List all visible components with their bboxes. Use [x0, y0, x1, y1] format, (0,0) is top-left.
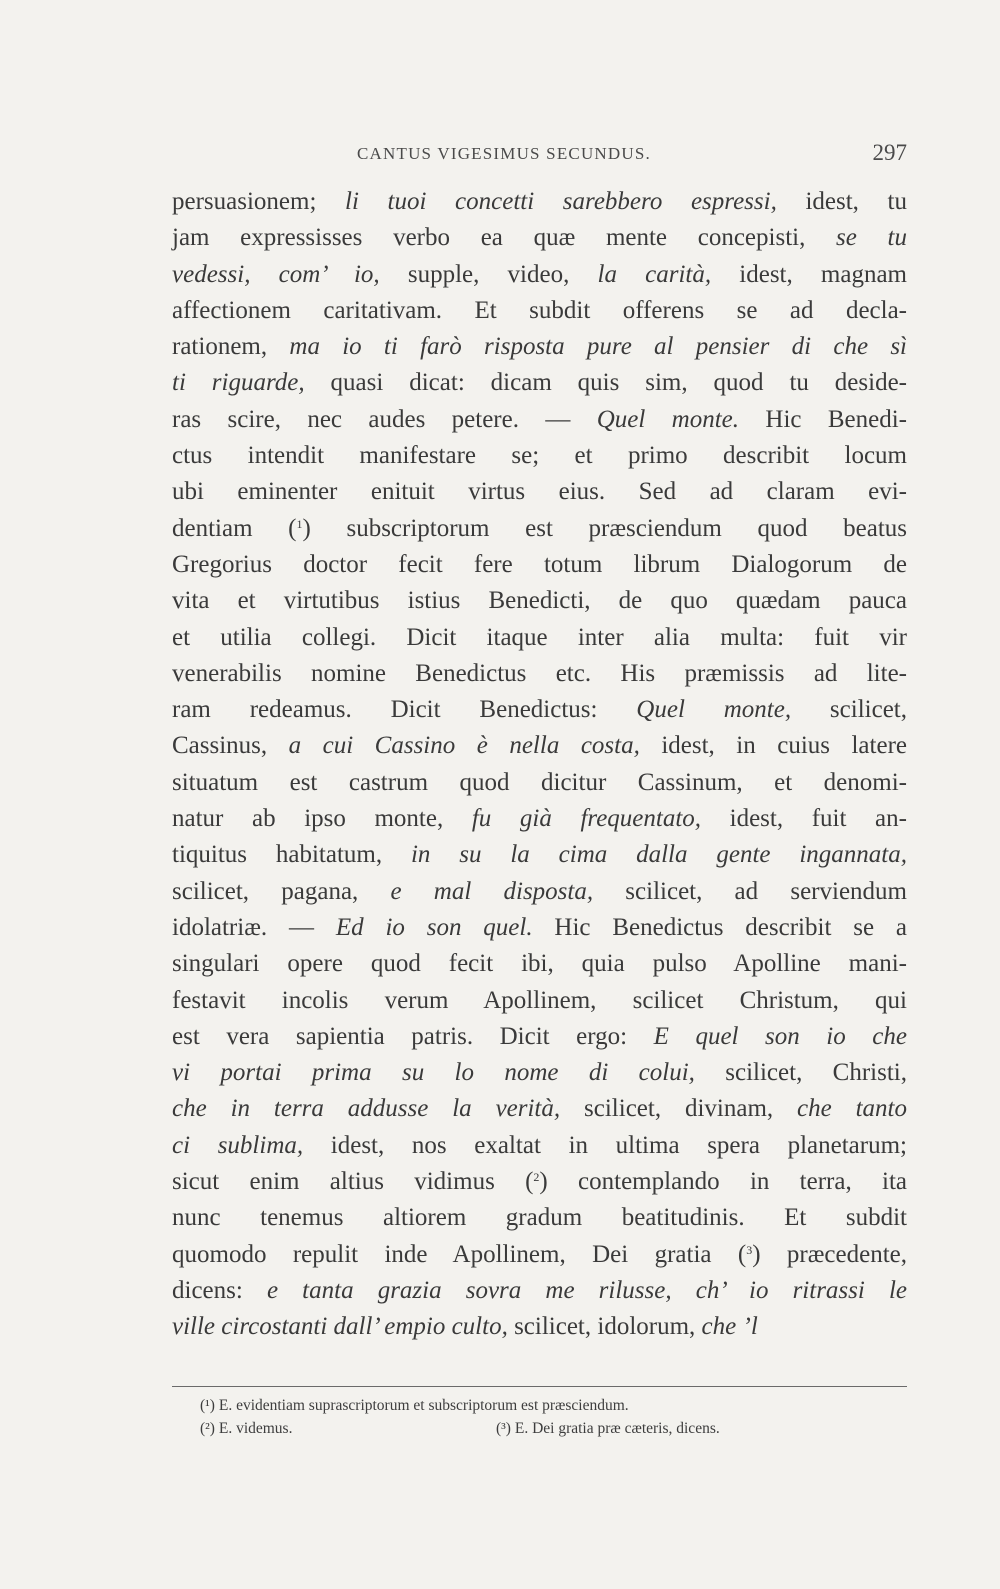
- roman-text: ram redeamus. Dicit Benedictus:: [172, 696, 637, 724]
- text-line: [172, 257, 907, 293]
- roman-text: ras scire, nec audes petere. —: [172, 405, 597, 433]
- italic-quotation: vedessi, com’ io,: [172, 260, 380, 288]
- text-line: [172, 438, 907, 474]
- roman-text: venerabilis nomine Benedictus etc. His præmissis ad lite-: [172, 659, 907, 687]
- text-line: [172, 329, 907, 365]
- running-head: CANTUS VIGESIMUS SECUNDUS.: [357, 144, 651, 163]
- roman-text: vita et virtutibus istius Benedicti, de quo quædam pauca: [172, 587, 907, 615]
- text-line: [172, 184, 907, 220]
- roman-text: rationem,: [172, 333, 290, 361]
- roman-text: ctus intendit manifestare se; et primo describit locum: [172, 442, 907, 470]
- text-line: [172, 1019, 907, 1055]
- text-line: [172, 474, 907, 510]
- text-line: [172, 983, 907, 1019]
- italic-quotation: li tuoi concetti sarebbero espressi,: [345, 188, 777, 215]
- text-line: [172, 1273, 907, 1309]
- roman-text: sicut enim altius vidimus (: [172, 1168, 534, 1196]
- text-line: [172, 402, 907, 438]
- roman-text: affectionem caritativam. Et subdit offerens se ad decla-: [172, 296, 907, 324]
- text-line: [172, 1309, 907, 1345]
- roman-text: idest, nos exaltat in ultima spera planetarum;: [303, 1131, 907, 1159]
- italic-quotation: Ed io son quel.: [335, 913, 533, 941]
- italic-quotation: fu già frequentato,: [471, 805, 702, 833]
- roman-text: persuasionem;: [172, 188, 346, 215]
- page-header: [172, 140, 907, 170]
- footnote-row: [200, 1417, 900, 1440]
- italic-quotation: a cui Cassino è nella costa,: [288, 732, 640, 760]
- text-line: [172, 293, 907, 329]
- roman-text: jam expressisses verbo ea quæ mente concepisti,: [172, 224, 837, 252]
- italic-quotation: se tu: [836, 224, 907, 252]
- roman-text: natur ab ipso monte,: [172, 805, 472, 833]
- italic-quotation: Quel monte.: [596, 405, 740, 433]
- page-number: 297: [872, 140, 907, 165]
- roman-text: idest, in cuius latere: [639, 732, 907, 760]
- roman-text: est vera sapientia patris. Dicit ergo:: [172, 1022, 654, 1050]
- italic-quotation: che in terra addusse la verità,: [172, 1095, 561, 1123]
- roman-text: ) contemplando in terra, ita: [539, 1168, 907, 1196]
- text-line: [172, 1091, 907, 1127]
- roman-text: festavit incolis verum Apollinem, scilicet Christum, qui: [172, 986, 907, 1014]
- text-line: [172, 620, 907, 656]
- body-text: [172, 184, 907, 1346]
- roman-text: scilicet, divinam,: [560, 1095, 798, 1123]
- roman-text: idest, magnam: [711, 260, 907, 288]
- roman-text: dentiam (: [172, 514, 297, 542]
- roman-text: idolatriæ. —: [172, 913, 336, 941]
- roman-text: idest, tu: [776, 188, 907, 215]
- footnote-row: [200, 1394, 900, 1417]
- footnote-reference: 1: [296, 516, 303, 531]
- footnote-reference: 3: [746, 1242, 753, 1257]
- footnotes: [200, 1394, 900, 1440]
- text-line: [172, 1164, 907, 1200]
- roman-text: quasi dicat: dicam quis sim, quod tu deside-: [304, 369, 908, 397]
- italic-quotation: la carità,: [597, 260, 712, 288]
- roman-text: dicens:: [172, 1276, 267, 1304]
- text-line: [172, 656, 907, 692]
- italic-quotation: ti riguarde,: [172, 369, 305, 397]
- roman-text: singulari opere quod fecit ibi, quia pulso Apolline mani-: [172, 950, 907, 978]
- footnote-2: (²) E. videmus.: [200, 1420, 293, 1437]
- roman-text: nunc tenemus altiorem gradum beatitudinis. Et subdit: [172, 1204, 907, 1232]
- italic-quotation: ma io ti farò risposta pure al pensier di che sì: [289, 333, 908, 361]
- text-line: [172, 1055, 907, 1091]
- text-line: [172, 547, 907, 583]
- roman-text: Gregorius doctor fecit fere totum librum Dialogorum de: [172, 550, 907, 578]
- text-line: [172, 365, 907, 401]
- footnote-rule: [172, 1386, 907, 1387]
- text-line: [172, 910, 907, 946]
- text-line: [172, 1128, 907, 1164]
- roman-text: scilicet, pagana,: [172, 877, 391, 905]
- italic-quotation: in su la cima dalla gente ingannata,: [410, 841, 907, 869]
- text-line: [172, 692, 907, 728]
- text-line: [172, 946, 907, 982]
- italic-quotation: che tanto: [797, 1095, 908, 1123]
- text-line: [172, 1237, 907, 1273]
- footnote-3: (³) E. Dei gratia præ cæteris, dicens.: [496, 1420, 720, 1437]
- roman-text: ) præcedente,: [752, 1240, 907, 1268]
- roman-text: et utilia collegi. Dicit itaque inter alia multa: fuit vir: [172, 623, 907, 651]
- text-line: [172, 1200, 907, 1236]
- roman-text: ) subscriptorum est præsciendum quod beatus: [302, 514, 907, 542]
- roman-text: scilicet, Christi,: [694, 1059, 907, 1087]
- text-line: [172, 511, 907, 547]
- italic-quotation: Quel monte,: [636, 696, 792, 724]
- roman-text: supple, video,: [379, 260, 598, 288]
- text-line: [172, 728, 907, 764]
- roman-text: Hic Benedi-: [739, 405, 907, 433]
- footnote-1: (¹) E. evidentiam suprascriptorum et subscriptorum est præsciendum.: [200, 1397, 629, 1414]
- roman-text: ubi eminenter enituit virtus eius. Sed ad claram evi-: [172, 478, 907, 506]
- roman-text: scilicet,: [791, 696, 907, 724]
- text-line: [172, 220, 907, 256]
- italic-quotation: e tanta grazia sovra me rilusse, ch’ io ritrassi le: [266, 1276, 907, 1304]
- roman-text: tiquitus habitatum,: [172, 841, 411, 869]
- italic-quotation: ville circostanti dall’ empio culto,: [172, 1313, 508, 1341]
- italic-quotation: vi portai prima su lo nome di colui,: [172, 1059, 695, 1087]
- roman-text: situatum est castrum quod dicitur Cassinum, et denomi-: [172, 768, 907, 796]
- italic-quotation: e mal disposta,: [390, 877, 594, 905]
- italic-quotation: ci sublima,: [172, 1131, 304, 1159]
- roman-text: quomodo repulit inde Apollinem, Dei gratia (: [172, 1240, 747, 1268]
- text-line: [172, 837, 907, 873]
- text-line: [172, 801, 907, 837]
- italic-quotation: che ’l: [701, 1313, 758, 1341]
- text-line: [172, 765, 907, 801]
- roman-text: scilicet, idolorum,: [507, 1313, 702, 1341]
- roman-text: Cassinus,: [172, 732, 289, 760]
- roman-text: idest, fuit an-: [701, 805, 907, 833]
- roman-text: scilicet, ad serviendum: [593, 877, 907, 905]
- footnote-reference: 2: [533, 1170, 540, 1185]
- text-line: [172, 583, 907, 619]
- italic-quotation: E quel son io che: [653, 1022, 907, 1050]
- roman-text: Hic Benedictus describit se a: [532, 913, 907, 941]
- text-line: [172, 874, 907, 910]
